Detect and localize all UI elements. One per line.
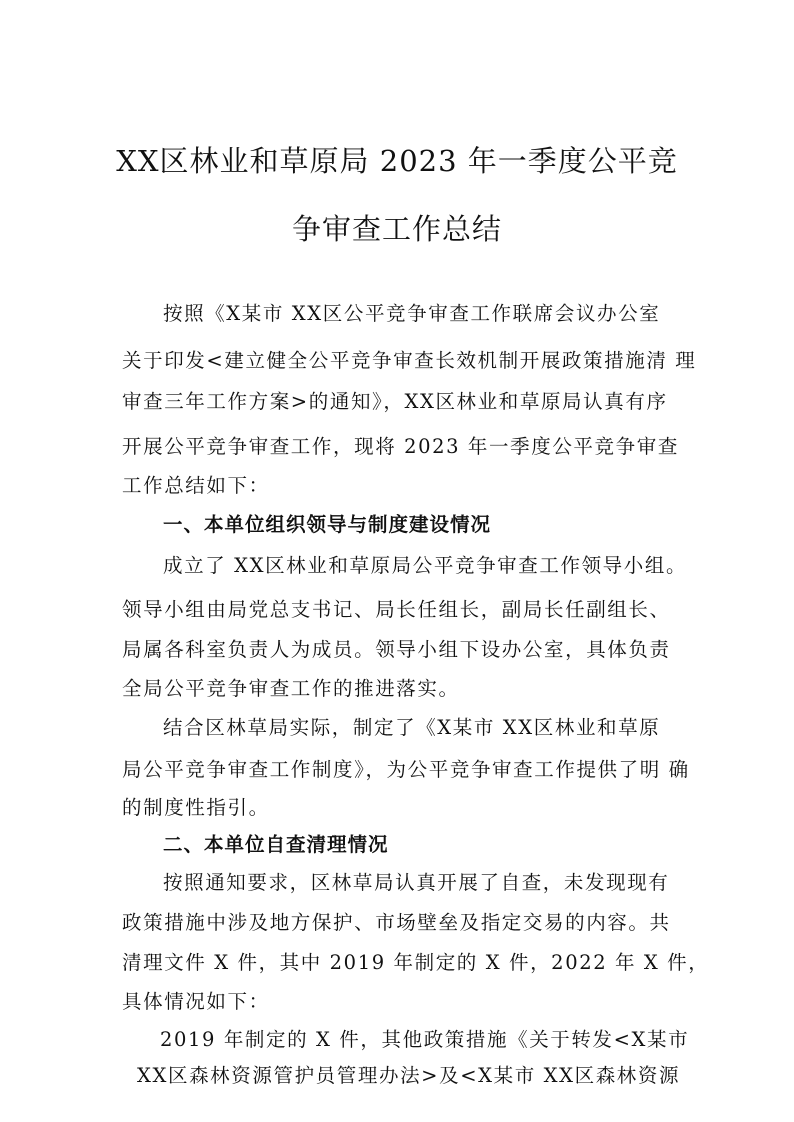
paragraph-1-line-4: 开展公平竞争审查工作，现将 2023 年一季度公平竞争审查 [122, 435, 679, 458]
paragraph-2-line-2: 领导小组由局党总支书记、局长任组长，副局长任副组长、 [122, 598, 671, 621]
paragraph-5-line-2: XX区森林资源管护员管理办法>及<X某市 XX区森林资源 [137, 1064, 681, 1087]
paragraph-5-line-1: 2019 年制定的 X 件，其他政策措施《关于转发<X某市 [160, 1028, 690, 1051]
paragraph-4-line-4: 具体情况如下： [122, 990, 270, 1013]
paragraph-1-line-2: 关于印发<建立健全公平竞争审查长效机制开展政策措施清 理 [122, 349, 697, 372]
paragraph-2-line-1: 成立了 XX区林业和草原局公平竞争审查工作领导小组。 [163, 554, 688, 577]
document-title-line-1: XX区林业和草原局 2023 年一季度公平竞 [116, 144, 678, 178]
paragraph-3-line-3: 的制度性指引。 [122, 796, 270, 819]
paragraph-2-line-4: 全局公平竞争审查工作的推进落实。 [122, 677, 460, 700]
paragraph-1-line-1: 按照《X某市 XX区公平竞争审查工作联席会议办公室 [163, 302, 661, 325]
paragraph-2-line-3: 局属各科室负责人为成员。领导小组下设办公室，具体负责 [122, 638, 671, 661]
paragraph-4-line-2: 政策措施中涉及地方保护、市场壁垒及指定交易的内容。共 [122, 911, 671, 934]
paragraph-3-line-2: 局公平竞争审查工作制度》，为公平竞争审查工作提供了明 确 [122, 758, 690, 781]
paragraph-3-line-1: 结合区林草局实际，制定了《X某市 XX区林业和草原 [163, 716, 661, 739]
section-heading-2: 二、本单位自查清理情况 [163, 833, 389, 856]
paragraph-1-line-5: 工作总结如下： [122, 474, 270, 497]
section-heading-1: 一、本单位组织领导与制度建设情况 [163, 513, 492, 536]
paragraph-1-line-3: 审查三年工作方案>的通知》，XX区林业和草原局认真有序 [122, 390, 668, 413]
paragraph-4-line-3: 清理文件 X 件，其中 2019 年制定的 X 件，2022 年 X 件， [122, 951, 710, 974]
document-title-line-2: 争审查工作总结 [291, 212, 502, 246]
paragraph-4-line-1: 按照通知要求，区林草局认真开展了自查，未发现现有 [163, 871, 670, 894]
